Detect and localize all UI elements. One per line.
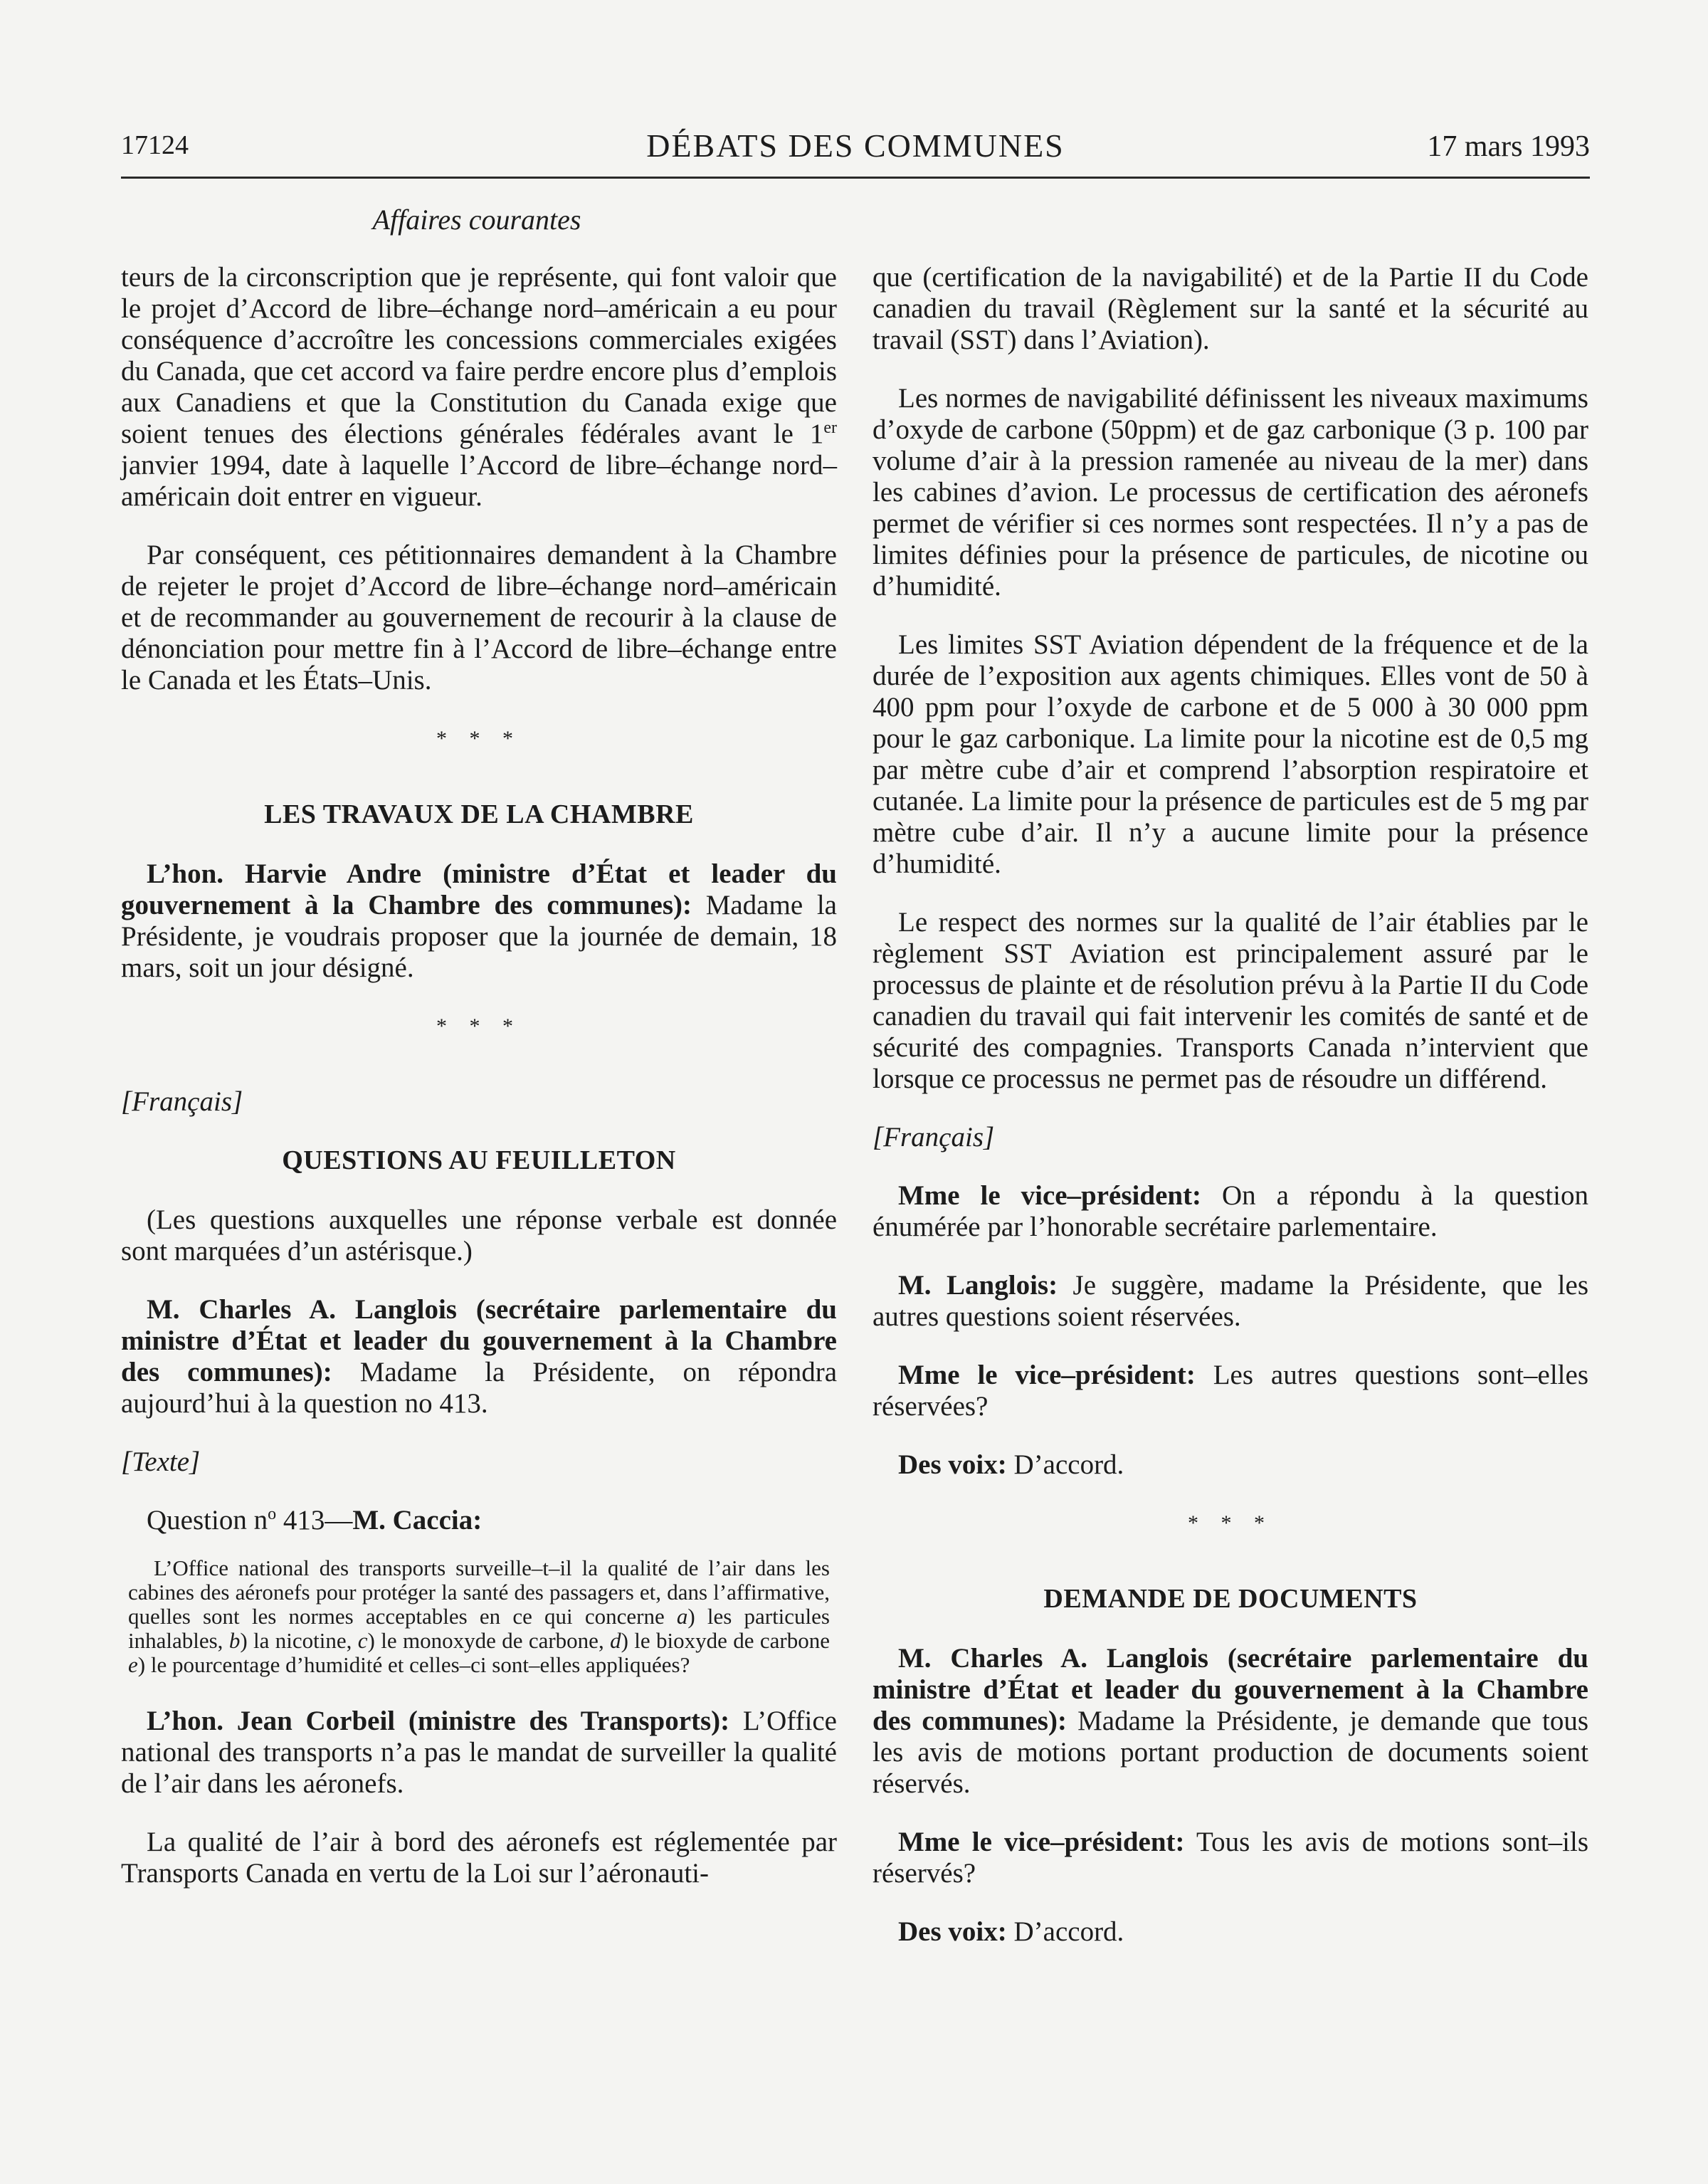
question-text: L’Office national des transports surveille–t–il la qualité de l’air dans les cabines des aéronefs pour protéger la santé des passagers et, dans l’affirmative, quelles sont les normes acceptables en ce qui concerne a) les particules inhalables, b) la nicotine, c) le monoxyde de carbone, d) le bioxyde de carbone e) le pourcentage d’humidité et celles–ci sont–elles appliquées?: [128, 1555, 830, 1677]
petition-request-paragraph: Par conséquent, ces pétitionnaires demandent à la Chambre de rejeter le projet d’Accord de libre–échange nord–américain et de recommander au gouvernement de recourir à la clause de dénonciation pour mettre fin à l’Accord de libre–échange entre le Canada et les États–Unis.: [121, 540, 837, 695]
vp-statement-2: Mme le vice–président: Les autres questions sont–elles réservées?: [873, 1360, 1589, 1422]
air-quality-paragraph: La qualité de l’air à bord des aéronefs est réglementée par Transports Canada en vertu de la Loi sur l’aéronauti-: [121, 1827, 837, 1889]
langlois-suggestion: M. Langlois: Je suggère, madame la Présidente, que les autres questions soient réservées.: [873, 1270, 1588, 1332]
speaker-name: Des voix:: [898, 1916, 1007, 1947]
page-number: 17124: [121, 130, 189, 160]
section-separator: * * *: [1188, 1511, 1273, 1535]
speaker-name: Mme le vice–président:: [898, 1360, 1196, 1390]
heading-questions: QUESTIONS AU FEUILLETON: [282, 1145, 676, 1175]
compliance-paragraph: Le respect des normes sur la qualité de l’air établies par le règlement SST Aviation est principalement assuré par le processus de plainte et de résolution prévu à la Partie II du Code canadien du travail qui fait intervenir les comités de santé et de sécurité des compagnies. Transports Canada n’intervient que lorsque ce processus ne permet pas de résoudre un différend.: [873, 907, 1588, 1094]
questions-intro: (Les questions auxquelles une réponse verbale est donnée sont marquées d’un astérisque.): [121, 1204, 837, 1266]
speaker-name: M. Langlois:: [898, 1270, 1058, 1301]
issue-date: 17 mars 1993: [1427, 130, 1590, 163]
voices-agreement-1: Des voix: D’accord.: [898, 1449, 1124, 1480]
section-separator: * * *: [436, 727, 522, 750]
speaker-name: L’hon. Harvie Andre (ministre d’État et leader du gouvernement à la Chambre des communes):: [121, 859, 837, 920]
speaker-name: Mme le vice–président:: [898, 1827, 1185, 1857]
section-rubric: Affaires courantes: [372, 204, 581, 236]
limits-paragraph: Les limites SST Aviation dépendent de la fréquence et de la durée de l’exposition aux agents chimiques. Elles vont de 50 à 400 ppm pour l’oxyde de carbone et de 5 000 à 30 000 ppm pour le gaz carbonique. La limite pour la nicotine est de 0,5 mg par mètre cube d’air et comprend l’absorption respiratoire et cutanée. La limite pour la présence de particules est de 5 mg par mètre cube d’air. Il n’y a aucune limite pour la présence d’humidité.: [873, 629, 1588, 879]
petition-paragraph: teurs de la circonscription que je représente, qui font valoir que le projet d’Accord de libre–échange nord–américain a eu pour conséquence d’accroître les concessions commerciales exigées du Canada, que cet accord va faire perdre encore plus d’emplois aux Canadiens et que la Constitution du Canada exige que soient tenues des élections générales fédérales avant le 1er janvier 1994, date à laquelle l’Accord de libre–échange nord–américain doit entrer en vigueur.: [121, 262, 837, 512]
text-tag: [Texte]: [121, 1447, 201, 1477]
andre-statement: L’hon. Harvie Andre (ministre d’État et leader du gouvernement à la Chambre des communes): Madame la Présidente, je voudrais proposer que la journée de demain, 18 mars, soit un jour désigné.: [121, 859, 837, 983]
speaker-name: L’hon. Jean Corbeil (ministre des Transports):: [147, 1706, 730, 1736]
question-heading: Question $n^o$ 413—M. Caccia:: [147, 1505, 483, 1535]
langlois-statement: M. Charles A. Langlois (secrétaire parlementaire du ministre d’État et leader du gouvernement à la Chambre des communes): Madame la Présidente, on répondra aujourd’hui à la question no 413.: [121, 1294, 838, 1419]
section-separator: * * *: [436, 1014, 522, 1038]
norms-paragraph: Les normes de navigabilité définissent les niveaux maximums d’oxyde de carbone (50ppm) et de gaz carbonique (3 p. 100 par volume d’air à la pression ramenée au niveau de la mer) dans les cabines d’avion. Le processus de certification des aéronefs permet de vérifier si ces normes sont respectées. Il n’y a pas de limites définies pour la présence de particules, de nicotine ou d’humidité.: [873, 383, 1588, 602]
speaker-name: Mme le vice–président:: [898, 1180, 1202, 1211]
language-tag: [Français]: [121, 1086, 243, 1117]
vp-statement-1: Mme le vice–président: On a répondu à la question énumérée par l’honorable secrétaire parlementaire.: [873, 1180, 1589, 1242]
vp-statement-3: Mme le vice–président: Tous les avis de motions sont–ils réservés?: [873, 1827, 1589, 1889]
heading-travaux: LES TRAVAUX DE LA CHAMBRE: [264, 799, 694, 829]
langlois-documents-statement: M. Charles A. Langlois (secrétaire parlementaire du ministre d’État et leader du gouvernement à la Chambre des communes): Madame la Présidente, je demande que tous les avis de motions portant production de documents soient réservés.: [873, 1643, 1588, 1799]
speaker-name: Des voix:: [898, 1449, 1007, 1480]
speaker-name: M. Charles A. Langlois (secrétaire parlementaire du ministre d’État et leader du gouvernement à la Chambre des communes):: [121, 1294, 837, 1387]
speaker-name: M. Charles A. Langlois (secrétaire parlementaire du ministre d’État et leader du gouvernement à la Chambre des communes):: [873, 1643, 1588, 1736]
corbeil-statement: L’hon. Jean Corbeil (ministre des Transports): L’Office national des transports n’a pas le mandat de surveiller la qualité de l’air dans les aéronefs.: [121, 1706, 837, 1799]
publication-title: DÉBATS DES COMMUNES: [646, 127, 1065, 164]
heading-documents: DEMANDE DE DOCUMENTS: [1043, 1584, 1418, 1614]
voices-agreement-2: Des voix: D’accord.: [898, 1916, 1124, 1947]
right-column: [873, 262, 1588, 1975]
continuation-paragraph: que (certification de la navigabilité) et de la Partie II du Code canadien du travail (Règlement sur la santé et la sécurité au travail (SST) dans l’Aviation).: [873, 262, 1588, 355]
left-column: [121, 262, 837, 1916]
page-header: [121, 127, 1590, 179]
language-tag: [Français]: [873, 1122, 995, 1153]
